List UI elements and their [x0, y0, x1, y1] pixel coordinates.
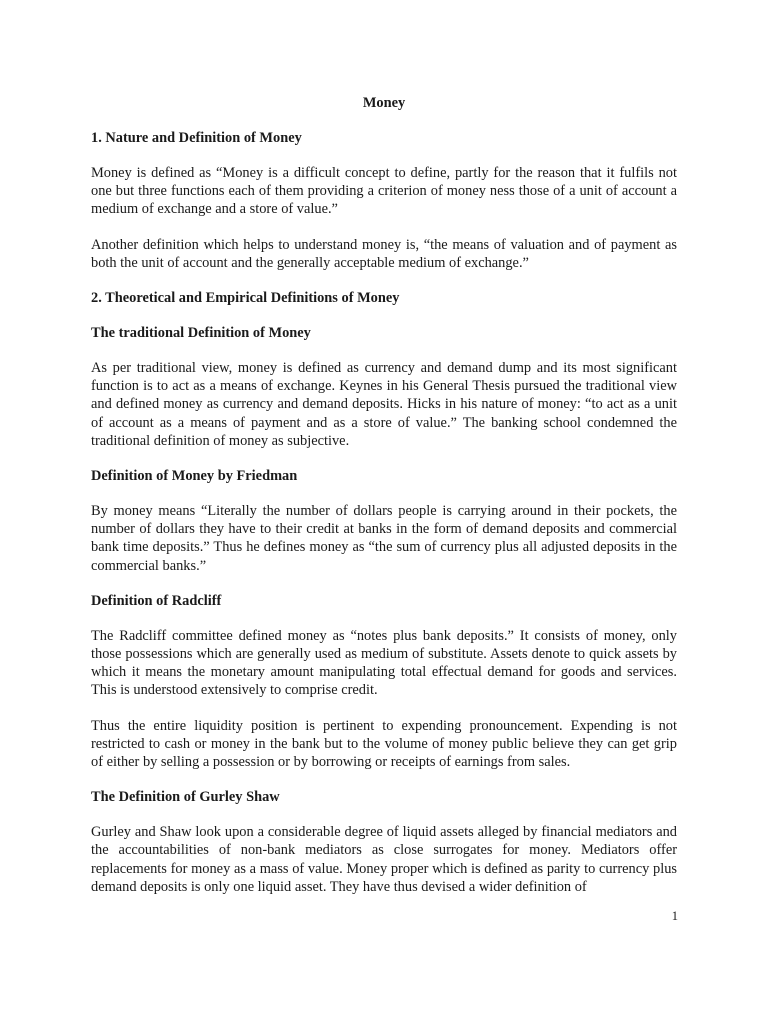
section-heading-nature: 1. Nature and Definition of Money [91, 130, 302, 146]
paragraph-definition-1: Money is defined as “Money is a difficult concept to define, partly for the reason that it fulfils not one but three functions each of them providing a criterion of money ness those of a unit of account a medium of exchange and a store of value.” [91, 165, 677, 218]
subheading-traditional: The traditional Definition of Money [91, 325, 311, 342]
subheading-friedman: Definition of Money by Friedman [91, 468, 298, 485]
paragraph-radcliff-2: Thus the entire liquidity position is pertinent to expending pronouncement. Expending is not restricted to cash or money in the bank but to the volume of money public believe they can get grip of either by selling a possession or by borrowing or receipts of earnings from sales. [91, 717, 677, 771]
document-title: Money [362, 95, 406, 111]
subheading-radcliff: Definition of Radcliff [91, 592, 222, 609]
page-number: 1 [671, 909, 678, 923]
paragraph-traditional: As per traditional view, money is defined as currency and demand dump and its most significant function is to act as a means of exchange. Keynes in his General Thesis pursued the traditional view and defined money as currency and demand deposits. Hicks in his nature of money: “to act as a unit of account as a means of payment and as a store of value.” The banking school condemned the traditional definition of money as subjective. [91, 360, 677, 449]
paragraph-gurley-shaw: Gurley and Shaw look upon a considerable degree of liquid assets alleged by financial mediators and the accountabilities of non-bank mediators as close surrogates for money. Mediators offer replacements for money as a mass of value. Money proper which is defined as parity to currency plus demand deposits is only one liquid asset. They have thus devised a wider definition of [91, 824, 677, 895]
subheading-gurley-shaw: The Definition of Gurley Shaw [91, 789, 280, 806]
section-heading-theoretical: 2. Theoretical and Empirical Definitions of Money [91, 290, 400, 307]
document-page [91, 94, 677, 913]
paragraph-friedman: By money means “Literally the number of dollars people is carrying around in their pockets, the number of dollars they have to their credit at banks in the form of demand deposits and commercial bank time deposits.” Thus he defines money as “the sum of currency plus all adjusted deposits in the commercial banks.” [91, 503, 677, 574]
paragraph-definition-2: Another definition which helps to understand money is, “the means of valuation and of payment as both the unit of account and the generally acceptable medium of exchange.” [91, 236, 677, 271]
paragraph-radcliff-1: The Radcliff committee defined money as “notes plus bank deposits.” It consists of money, only those possessions which are generally used as medium of substitute. Assets denote to quick assets by which it means the monetary amount manipulating total effectual demand for goods and services. This is understood extensively to comprise credit. [91, 627, 677, 699]
